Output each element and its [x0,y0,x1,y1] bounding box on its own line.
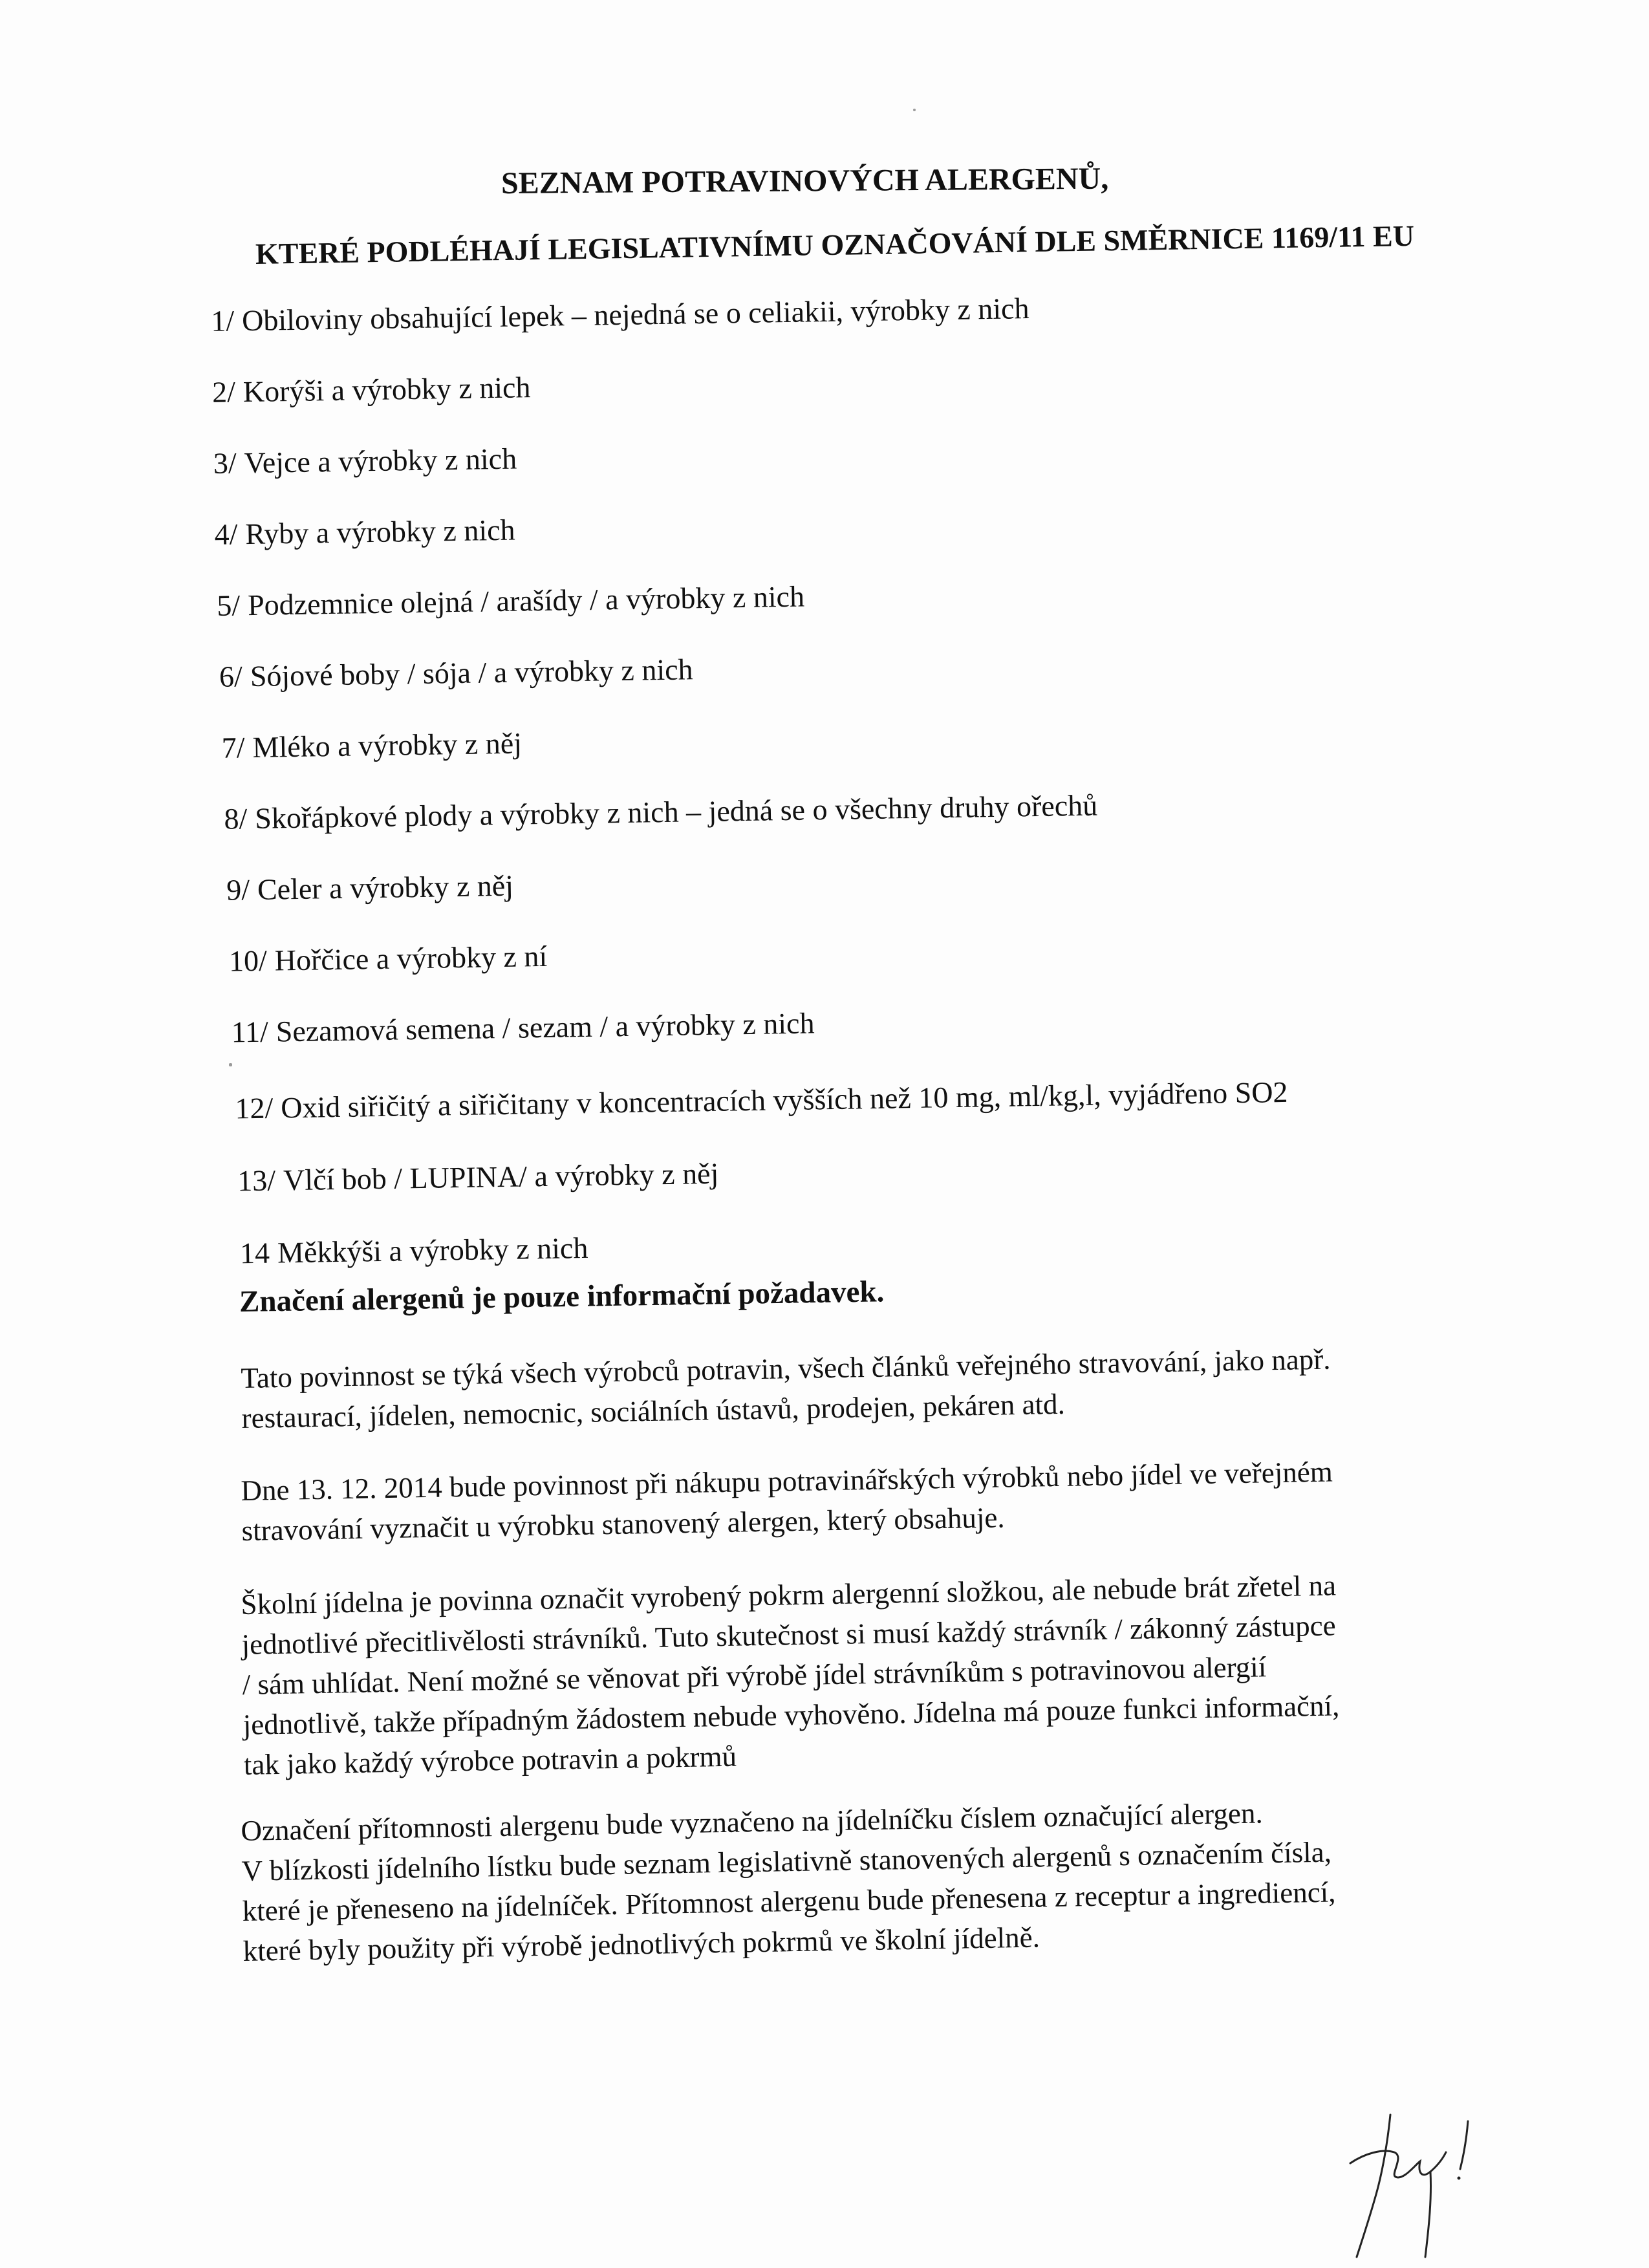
allergen-item-13 [237,1156,719,1198]
document-title: SEZNAM POTRAVINOVÝCH ALERGENŮ, [501,161,1109,200]
allergen-text: Skořápkové plody a výrobky z nich – jedná se o všechny druhy ořechů [254,788,1098,835]
allergen-item-12 [235,1075,1288,1126]
allergen-item-11 [231,1006,815,1049]
paragraph-deadline [241,1452,1333,1551]
paragraph-scope [241,1339,1331,1438]
allergen-number: 4/ [214,517,238,551]
allergen-number: 13/ [237,1163,276,1198]
paragraph-line: V blízkosti jídelního lístku bude seznam legislativně stanovených alergenů s označením čísla, [241,1835,1332,1887]
paragraph-line: Tato povinnost se týká všech výrobců potravin, všech článků veřejného stravování, jako např. [241,1343,1331,1394]
paragraph-line: stravování vyznačit u výrobku stanovený alergen, který obsahuje. [241,1501,1005,1547]
allergen-item-10 [229,939,548,978]
allergen-number: 8/ [224,802,248,836]
paragraph-line: tak jako každý výrobce potravin a pokrmů [243,1740,737,1781]
allergen-text: Sójové boby / sója / a výrobky z nich [250,653,693,693]
allergen-item-3 [213,442,517,481]
allergen-number: 9/ [226,873,250,907]
allergen-number: 12/ [235,1091,274,1125]
allergen-text: Vlčí bob / LUPINA/ a výrobky z něj [283,1156,719,1197]
handwritten-signature [1345,2102,1494,2263]
allergen-number: 1/ [211,304,235,338]
allergen-item-8 [224,788,1097,836]
allergen-number: 10/ [228,944,268,978]
allergen-number: 11/ [231,1015,269,1049]
allergen-number: 14 [239,1236,270,1270]
allergen-item-5 [217,579,804,623]
scan-speck [913,109,916,111]
paragraph-line: jednotlivé přecitlivělosti strávníků. Tuto skutečnost si musí každý strávník / zákonný zástupce [241,1609,1337,1661]
paragraph-line: které byly použity při výrobě jednotlivých pokrmů ve školní jídelně. [242,1921,1040,1967]
allergen-text: Celer a výrobky z něj [257,869,514,906]
paragraph-line: restaurací, jídelen, nemocnic, sociálních ústavů, prodejen, pekáren atd. [241,1387,1066,1434]
allergen-item-6 [219,652,693,694]
allergen-item-14 [240,1231,588,1270]
allergen-text: Mléko a výrobky z něj [252,726,523,764]
allergen-item-1 [211,291,1029,338]
allergen-item-2 [212,370,531,409]
allergen-number: 6/ [219,660,243,693]
allergen-text: Ryby a výrobky z nich [244,513,515,551]
allergen-number: 2/ [211,375,236,409]
paragraph-line: / sám uhlídat. Není možné se věnovat při výrobě jídel strávníkům s potravinovou alergií [242,1650,1267,1701]
allergen-number: 7/ [221,731,245,764]
paragraph-line: Označení přítomnosti alergenu bude vyznačeno na jídelníčku číslem označující alergen. [241,1797,1264,1847]
allergen-text: Oxid siřičitý a siřičitany v koncentracích vyšších než 10 mg, ml/kg,l, vyjádřeno SO2 [280,1075,1288,1125]
allergen-list [207,284,1468,1270]
allergen-item-4 [214,513,515,552]
paragraph-line: které je přeneseno na jídelníček. Přítomnost alergenu bude přenesena z receptur a ingrediencí, [242,1875,1336,1927]
allergen-number: 3/ [213,446,237,480]
document-subtitle: KTERÉ PODLÉHAJÍ LEGISLATIVNÍMU OZNAČOVÁNÍ DLE SMĚRNICE 1169/11 EU [255,219,1415,270]
scan-speck [229,1063,232,1066]
allergen-text: Vejce a výrobky z nich [244,442,517,480]
allergen-number: 5/ [216,589,241,622]
allergen-text: Obiloviny obsahující lepek – nejedná se o celiakii, výrobky z nich [241,292,1029,338]
paragraph-school-canteen [241,1565,1341,1785]
allergen-text: Měkkýši a výrobky z nich [277,1231,588,1269]
notice-heading: Značení alergenů je pouze informační požadavek. [239,1275,885,1319]
paragraph-line: Dne 13. 12. 2014 bude povinnost při nákupu potravinářských výrobků nebo jídel ve veřejném [241,1455,1333,1507]
paragraph-line: Školní jídelna je povinna označit vyrobený pokrm alergenní složkou, ale nebude brát zřetel na [241,1569,1337,1621]
paragraph-menu-marking [241,1791,1337,1971]
allergen-text: Podzemnice olejná / arašídy / a výrobky z nich [247,579,805,622]
allergen-item-7 [221,726,522,764]
allergen-text: Korýši a výrobky z nich [242,371,531,409]
allergen-text: Sezamová semena / sezam / a výrobky z nich [275,1006,815,1048]
paragraph-line: jednotlivě, takže případným žádostem nebude vyhověno. Jídelna má pouze funkci informační, [242,1689,1340,1741]
allergen-text: Hořčice a výrobky z ní [274,939,548,977]
allergen-item-9 [226,869,514,907]
